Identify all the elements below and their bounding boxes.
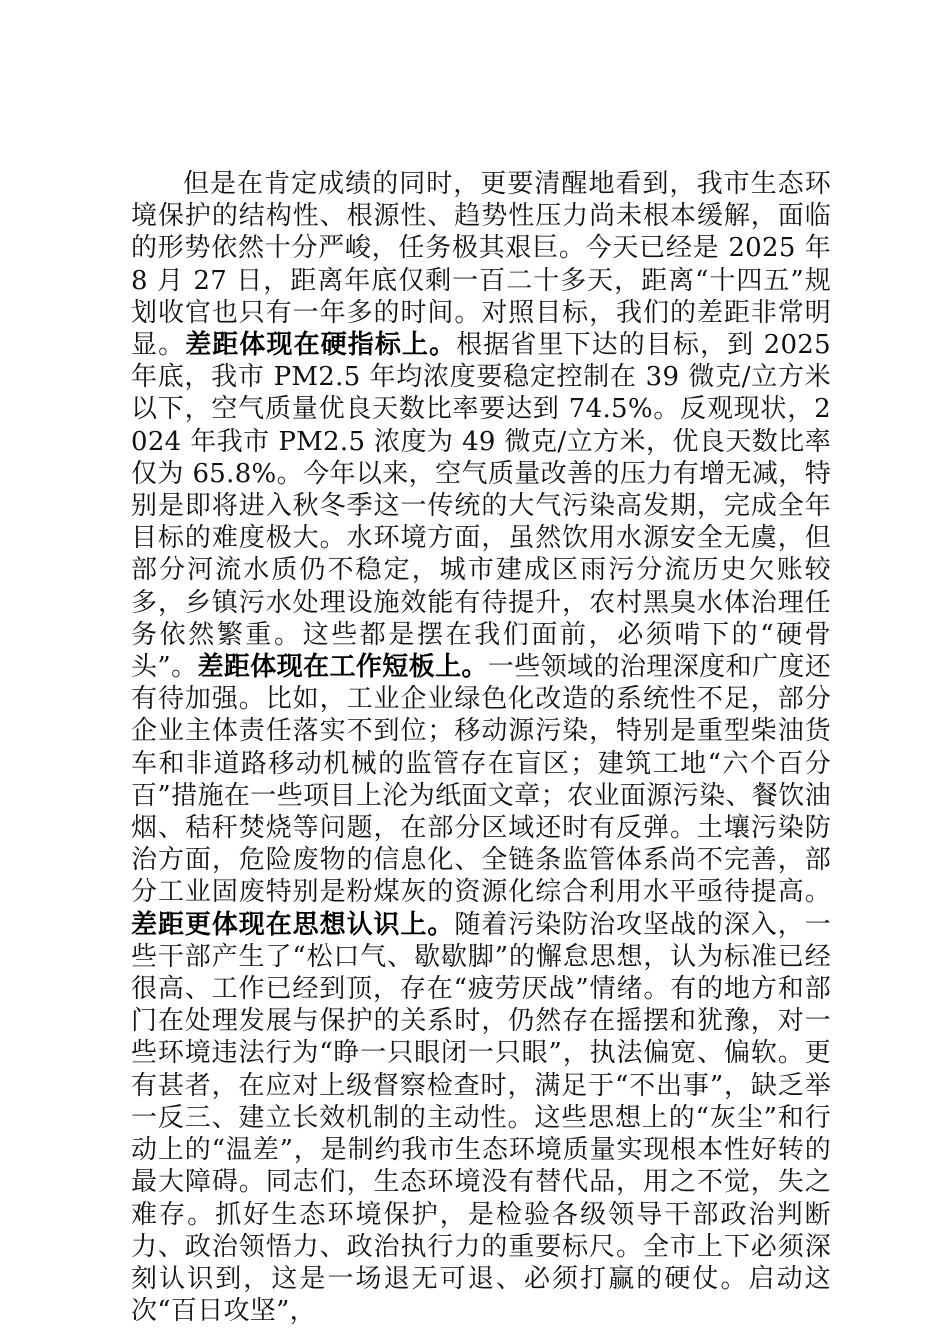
emphasis-segment: 差距更体现在思想认识上。 bbox=[131, 909, 455, 940]
body-paragraph bbox=[131, 168, 831, 1327]
paragraph-segment: 随着污染防治攻坚战的深入，一些干部产生了“松口气、歇歇脚”的懈怠思想，认为标准已经很高、工作已经到顶，存在“疲劳厌战”情绪。有的地方和部门在处理发展与保护的关系时，仍然存在摇摆和犹豫，对一些环境违法行为“睁一只眼闭一只眼”，执法偏宽、偏软。更有甚者，在应对上级督察检查时，满足于“不出事”，缺乏举一反三、建立长效机制的主动性。这些思想上的“灰尘”和行动上的“温差”，是制约我市生态环境质量实现根本性好转的最大障碍。同志们，生态环境没有替代品，用之不觉，失之难存。抓好生态环境保护，是检验各级领导干部政治判断力、政治领悟力、政治执行力的重要标尺。全市上下必须深刻认识到，这是一场退无可退、必须打赢的硬仗。启动这次“百日攻坚”， bbox=[131, 909, 831, 1327]
emphasis-segment: 差距体现在工作短板上。 bbox=[197, 652, 488, 683]
emphasis-segment: 差距体现在硬指标上。 bbox=[185, 330, 457, 361]
paragraph-segment: 但是在肯定成绩的同时，更要清醒地看到，我市生态环境保护的结构性、根源性、趋势性压力尚未根本缓解，面临的形势依然十分严峻，任务极其艰巨。今天已经是 2025 年 8 月 27 日，距离年底仅剩一百二十多天，距离“十四五”规划收官也只有一年多的时间。对照目标，我们的差距非常明显。 bbox=[131, 169, 831, 361]
paragraph-segment: 一些领域的治理深度和广度还有待加强。比如，工业企业绿色化改造的系统性不足，部分企业主体责任落实不到位；移动源污染，特别是重型柴油货车和非道路移动机械的监管存在盲区；建筑工地“六个百分百”措施在一些项目上沦为纸面文章；农业面源污染、餐饮油烟、秸秆焚烧等问题，在部分区域还时有反弹。土壤污染防治方面，危险废物的信息化、全链条监管体系尚不完善，部分工业固废特别是粉煤灰的资源化综合利用水平亟待提高。 bbox=[131, 652, 831, 908]
paragraph-segment: 根据省里下达的目标，到 2025 年底，我市 PM2.5 年均浓度要稳定控制在 39 微克/立方米以下，空气质量优良天数比率要达到 74.5%。反观现状，2024 年我市 PM2.5 浓度为 49 微克/立方米，优良天数比率仅为 65.8%。今年以来，空气质量改善的压力有增无减，特别是即将进入秋冬季这一传统的大气污染高发期，完成全年目标的难度极大。水环境方面，虽然饮用水源安全无虞，但部分河流水质仍不稳定，城市建成区雨污分流历史欠账较多，乡镇污水处理设施效能有待提升，农村黑臭水体治理任务依然繁重。这些都是摆在我们面前，必须啃下的“硬骨头”。 bbox=[131, 330, 831, 683]
